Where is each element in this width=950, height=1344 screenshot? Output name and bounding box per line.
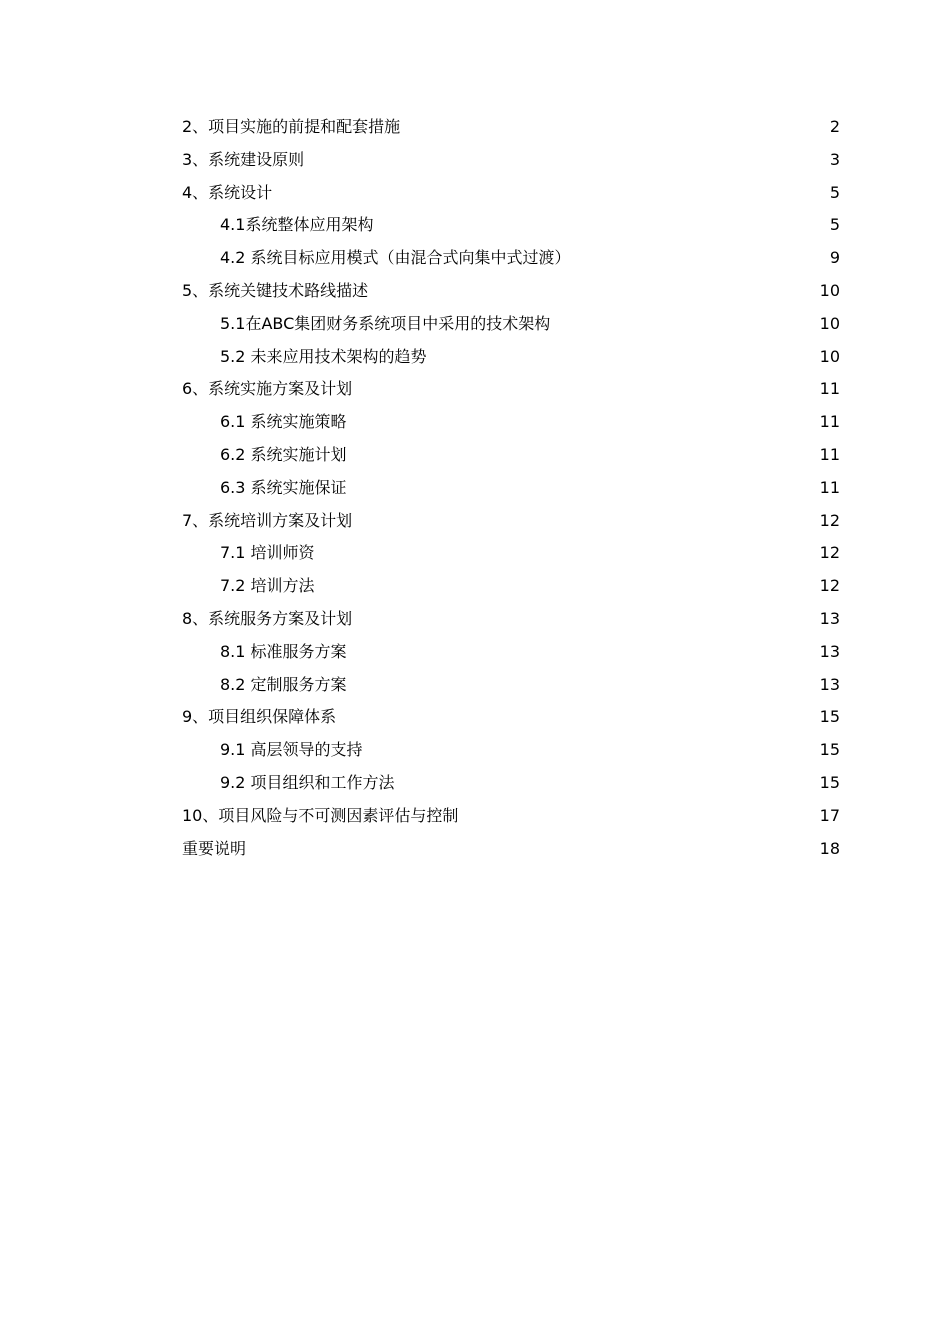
toc-entry[interactable]: [182, 209, 840, 242]
toc-entry-page-number: 12: [819, 576, 840, 596]
toc-entry-page-number: 13: [819, 641, 840, 661]
toc-entry-page-number: 10: [819, 280, 840, 300]
table-of-contents: [182, 111, 840, 865]
toc-entry-title: 6.1 系统实施策略: [220, 412, 347, 432]
toc-entry-page-number: 17: [819, 805, 840, 825]
toc-entry-title: 重要说明: [182, 838, 247, 858]
toc-entry[interactable]: [182, 177, 840, 210]
toc-entry-page-number: 13: [819, 674, 840, 694]
toc-entry[interactable]: [182, 275, 840, 308]
toc-entry-title: 8.2 定制服务方案: [220, 674, 347, 694]
toc-entry-page-number: 11: [819, 444, 840, 464]
toc-entry-page-number: 12: [819, 510, 840, 530]
toc-entry-page-number: 10: [819, 346, 840, 366]
toc-entry[interactable]: [182, 833, 840, 866]
toc-entry-page-number: 11: [819, 477, 840, 497]
toc-entry-page-number: 13: [819, 608, 840, 628]
toc-entry[interactable]: [182, 800, 840, 833]
toc-entry[interactable]: [182, 603, 840, 636]
toc-entry[interactable]: [182, 636, 840, 669]
toc-entry[interactable]: [182, 701, 840, 734]
toc-entry-title: 4.2 系统目标应用模式（由混合式向集中式过渡）: [220, 248, 571, 268]
toc-entry-title: 9.2 项目组织和工作方法: [220, 772, 395, 792]
toc-entry[interactable]: [182, 669, 840, 702]
toc-entry-page-number: 5: [829, 215, 840, 235]
toc-entry-page-number: 5: [829, 182, 840, 202]
toc-entry[interactable]: [182, 734, 840, 767]
toc-entry-title: 10、项目风险与不可测因素评估与控制: [182, 805, 459, 825]
toc-entry[interactable]: [182, 767, 840, 800]
toc-entry[interactable]: [182, 537, 840, 570]
toc-entry-page-number: 15: [819, 772, 840, 792]
toc-entry-title: 6.3 系统实施保证: [220, 477, 347, 497]
toc-entry-page-number: 15: [819, 740, 840, 760]
toc-entry-title: 3、系统建设原则: [182, 149, 305, 169]
toc-entry[interactable]: [182, 505, 840, 538]
toc-entry-title: 9、项目组织保障体系: [182, 707, 337, 727]
toc-entry[interactable]: [182, 341, 840, 374]
toc-entry-title: 7.2 培训方法: [220, 576, 315, 596]
toc-entry-title: 5、系统关键技术路线描述: [182, 280, 369, 300]
toc-entry-page-number: 15: [819, 707, 840, 727]
toc-entry-page-number: 18: [819, 838, 840, 858]
toc-entry-title: 5.2 未来应用技术架构的趋势: [220, 346, 427, 366]
toc-entry-title: 9.1 高层领导的支持: [220, 740, 363, 760]
toc-entry-page-number: 9: [829, 248, 840, 268]
toc-entry-title: 8、系统服务方案及计划: [182, 608, 353, 628]
toc-entry-title: 7、系统培训方案及计划: [182, 510, 353, 530]
toc-entry-page-number: 3: [829, 149, 840, 169]
toc-entry[interactable]: [182, 242, 840, 275]
toc-entry-page-number: 10: [819, 313, 840, 333]
toc-entry-title: 7.1 培训师资: [220, 543, 315, 563]
toc-entry-title: 4.1系统整体应用架构: [220, 215, 374, 235]
toc-entry[interactable]: [182, 439, 840, 472]
toc-entry[interactable]: [182, 472, 840, 505]
toc-entry[interactable]: [182, 406, 840, 439]
toc-entry[interactable]: [182, 111, 840, 144]
toc-entry[interactable]: [182, 570, 840, 603]
toc-entry[interactable]: [182, 308, 840, 341]
toc-entry[interactable]: [182, 144, 840, 177]
toc-entry[interactable]: [182, 373, 840, 406]
toc-entry-title: 4、系统设计: [182, 182, 273, 202]
toc-entry-title: 5.1在ABC集团财务系统项目中采用的技术架构: [220, 313, 551, 333]
toc-entry-title: 2、项目实施的前提和配套措施: [182, 117, 401, 136]
toc-entry-page-number: 2: [829, 117, 840, 136]
toc-entry-title: 8.1 标准服务方案: [220, 641, 347, 661]
toc-entry-page-number: 12: [819, 543, 840, 563]
toc-entry-page-number: 11: [819, 379, 840, 399]
toc-entry-title: 6.2 系统实施计划: [220, 444, 347, 464]
toc-entry-page-number: 11: [819, 412, 840, 432]
toc-entry-title: 6、系统实施方案及计划: [182, 379, 353, 399]
